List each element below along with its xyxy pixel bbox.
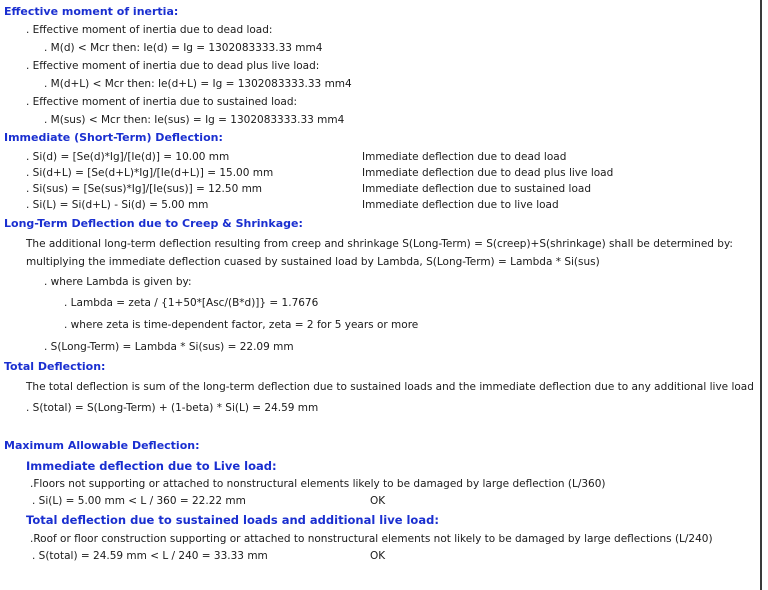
- section-title-effective-moi: Effective moment of inertia:: [4, 5, 179, 18]
- allowable-check: . Si(L) = 5.00 mm < L / 360 = 22.22 mm: [32, 495, 246, 507]
- immediate-formula: . Si(sus) = [Se(sus)*Ig]/[Ie(sus)] = 12.50 mm: [26, 183, 263, 195]
- section-title-long-term: Long-Term Deflection due to Creep & Shrinkage:: [4, 217, 303, 230]
- ok-status: OK: [370, 495, 386, 507]
- immediate-description: Immediate deflection due to live load: [362, 199, 559, 211]
- immediate-description: Immediate deflection due to dead plus live load: [362, 167, 614, 179]
- subsection-title-total: Total deflection due to sustained loads and additional live load:: [26, 513, 439, 527]
- total-result: . S(total) = S(Long-Term) + (1-beta) * Si(L) = 24.59 mm: [26, 402, 319, 414]
- moi-line: . M(sus) < Mcr then: Ie(sus) = Ig = 1302083333.33 mm4: [44, 114, 345, 126]
- allowable-check: . S(total) = 24.59 mm < L / 240 = 33.33 mm: [32, 550, 268, 562]
- section-title-max-allowable: Maximum Allowable Deflection:: [4, 439, 200, 452]
- subsection-title-live: Immediate deflection due to Live load:: [26, 459, 277, 473]
- moi-line: . Effective moment of inertia due to sustained load:: [26, 96, 298, 108]
- long-term-paragraph: multiplying the immediate deflection cuased by sustained load by Lambda, S(Long-Term) = Lambda * Si(sus): [26, 256, 600, 268]
- where-lambda: . where Lambda is given by:: [44, 276, 192, 288]
- immediate-formula: . Si(d+L) = [Se(d+L)*Ig]/[Ie(d+L)] = 15.00 mm: [26, 167, 274, 179]
- ok-status: OK: [370, 550, 386, 562]
- long-term-paragraph: The additional long-term deflection resulting from creep and shrinkage S(Long-Term) = S(creep)+S(shrinkage) shall be determined by:: [26, 238, 733, 250]
- moi-line: . M(d+L) < Mcr then: Ie(d+L) = Ig = 1302083333.33 mm4: [44, 78, 352, 90]
- allowable-description: .Floors not supporting or attached to nonstructural elements likely to be damaged by large deflection (L/360): [30, 478, 606, 490]
- moi-line: . Effective moment of inertia due to dead plus live load:: [26, 60, 320, 72]
- immediate-formula: . Si(L) = Si(d+L) - Si(d) = 5.00 mm: [26, 199, 209, 211]
- section-title-total: Total Deflection:: [4, 360, 106, 373]
- zeta-note: . where zeta is time-dependent factor, zeta = 2 for 5 years or more: [64, 319, 419, 331]
- allowable-description: .Roof or floor construction supporting or attached to nonstructural elements not likely to be damaged by large deflections (L/240): [30, 533, 713, 545]
- immediate-description: Immediate deflection due to sustained load: [362, 183, 591, 195]
- lambda-equation: . Lambda = zeta / {1+50*[Asc/(B*d)]} = 1.7676: [64, 297, 319, 309]
- moi-line: . M(d) < Mcr then: Ie(d) = Ig = 1302083333.33 mm4: [44, 42, 323, 54]
- long-term-result: . S(Long-Term) = Lambda * Si(sus) = 22.09 mm: [44, 341, 294, 353]
- moi-line: . Effective moment of inertia due to dead load:: [26, 24, 273, 36]
- immediate-description: Immediate deflection due to dead load: [362, 151, 567, 163]
- section-title-immediate: Immediate (Short-Term) Deflection:: [4, 131, 223, 144]
- total-paragraph: The total deflection is sum of the long-term deflection due to sustained loads and the immediate deflection due to any additional live load: [26, 381, 754, 393]
- immediate-formula: . Si(d) = [Se(d)*Ig]/[Ie(d)] = 10.00 mm: [26, 151, 230, 163]
